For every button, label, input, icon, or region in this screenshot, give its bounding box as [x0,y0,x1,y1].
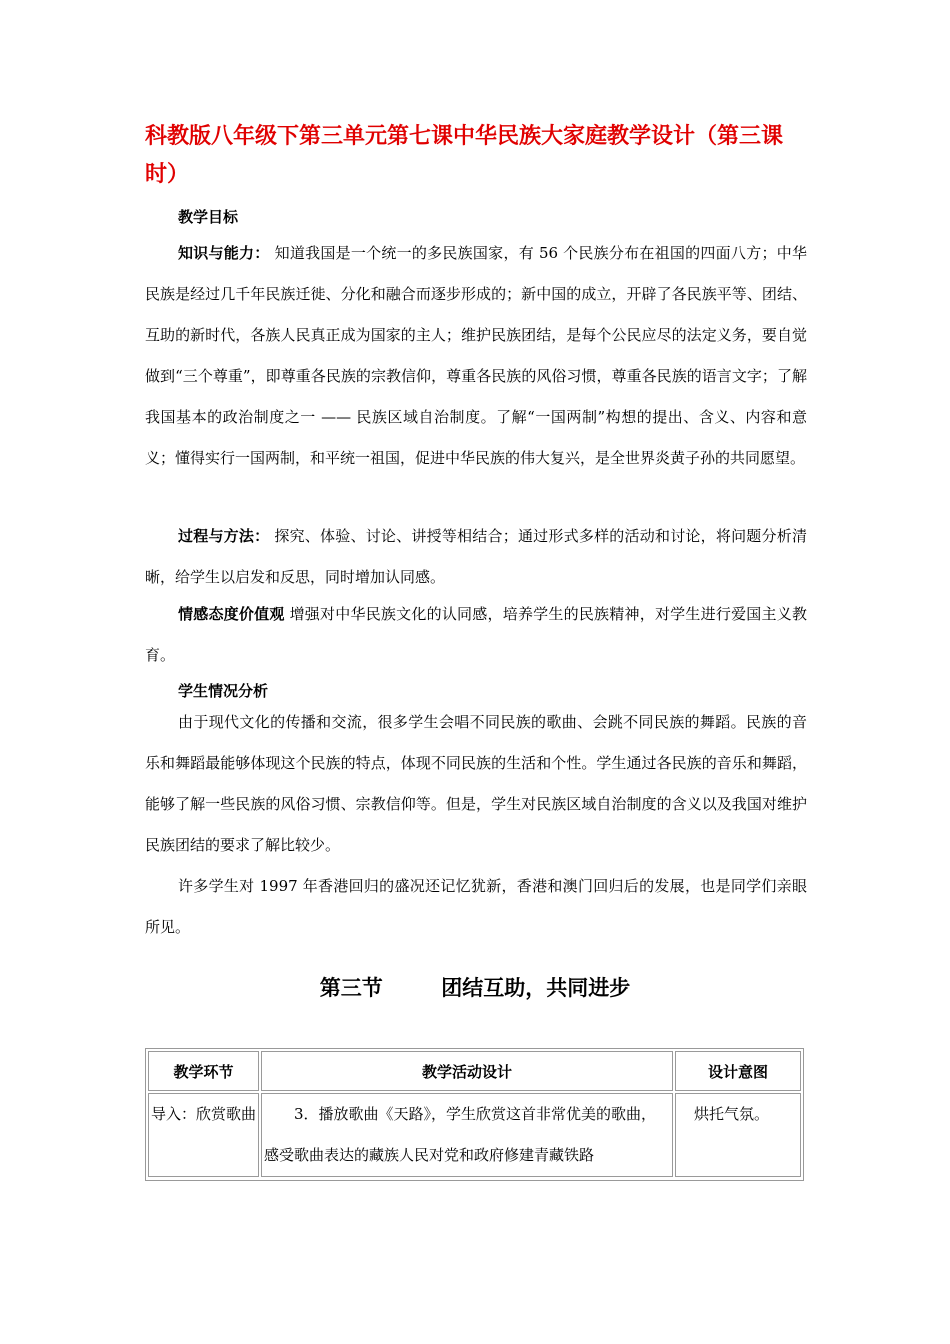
table-cell-activity [261,1093,673,1177]
table-header: 教学环节 [148,1051,259,1091]
process-text: 探究、体验、讨论、讲授等相结合；通过形式多样的活动和讨论，将问题分析清晰，给学生以启发和反思，同时增加认同感。 [145,527,807,586]
analysis-heading: 学生情况分析 [178,682,269,700]
emotion-label: 情感态度价值观 [178,605,285,623]
knowledge-label: 知识与能力： [178,244,270,262]
process-paragraph [145,516,807,598]
document-title: 科教版八年级下第三单元第七课中华民族大家庭教学设计（第三课时） [145,124,784,187]
table-cell-intent [675,1093,801,1177]
table-header: 设计意图 [675,1051,801,1091]
activity-text: 3．播放歌曲《天路》，学生欣赏这首非常优美的歌曲，感受歌曲表达的藏族人民对党和政府修建青藏铁路 [264,1105,657,1164]
process-label: 过程与方法： [178,527,270,545]
section-title: 第三节 团结互助，共同进步 [319,976,631,1000]
intent-text: 烘托气氛。 [694,1105,770,1123]
emotion-paragraph [145,594,807,676]
table-header: 教学活动设计 [261,1051,673,1091]
objectives-heading: 教学目标 [178,208,239,226]
knowledge-text: 知道我国是一个统一的多民族国家，有 56 个民族分布在祖国的四面八方；中华民族是经过几千年民族迁徙、分化和融合而逐步形成的；新中国的成立，开辟了各民族平等、团结、互助的新时代，各族人民真正成为国家的主人；维护民族团结，是每个公民应尽的法定义务，要自觉做到“三个尊重”，即尊重各民族的宗教信仰，尊重各民族的风俗习惯，尊重各民族的语言文字；了解我国基本的政治制度之一 —— 民族区域自治制度。了解“一国两制”构想的提出、含义、内容和意义；懂得实行一国两制，和平统一祖国，促进中华民族的伟大复兴，是全世界炎黄子孙的共同愿望。 [145,244,807,467]
lesson-table [145,1048,804,1181]
knowledge-paragraph [145,233,807,479]
emotion-text: 增强对中华民族文化的认同感，培养学生的民族精神，对学生进行爱国主义教育。 [145,605,807,664]
table-row [148,1093,801,1177]
analysis-paragraph-1: 由于现代文化的传播和交流，很多学生会唱不同民族的歌曲、会跳不同民族的舞蹈。民族的音乐和舞蹈最能够体现这个民族的特点，体现不同民族的生活和个性。学生通过各民族的音乐和舞蹈，能够了解一些民族的风俗习惯、宗教信仰等。但是，学生对民族区域自治制度的含义以及我国对维护民族团结的要求了解比较少。 [145,713,807,854]
table-cell-stage: 导入：欣赏歌曲 [148,1093,259,1177]
table-header-row [148,1051,801,1091]
analysis-paragraph-2: 许多学生对 1997 年香港回归的盛况还记忆犹新，香港和澳门回归后的发展，也是同学们亲眼所见。 [145,877,807,936]
